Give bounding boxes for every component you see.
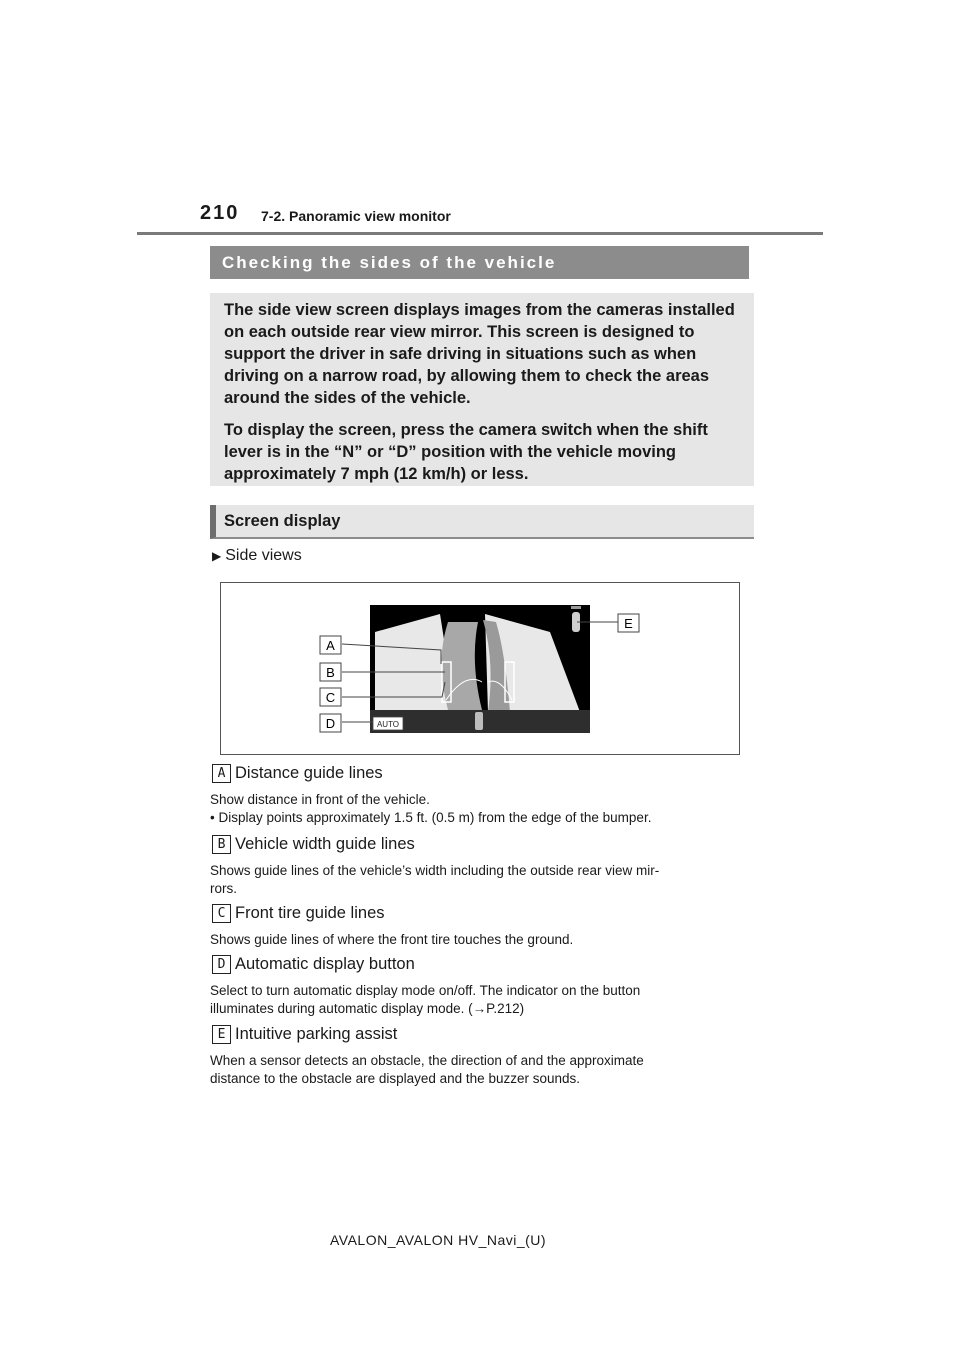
item-title-a: Distance guide lines xyxy=(235,764,383,782)
legend-item-a xyxy=(212,764,651,827)
callout-e xyxy=(618,614,639,632)
intro-paragraph-1: The side view screen displays images from the cameras installed on each outside rear view mirror. This screen is designed to support the driver in safe driving in situations such as when driving on a narrow road, by allowing them to check the areas around the sides of the vehicle. xyxy=(224,301,735,407)
item-desc-a-2: • Display points approximately 1.5 ft. (0.5 m) from the edge of the bumper. xyxy=(210,810,652,825)
intro-box xyxy=(210,293,754,486)
callout-label-a: A xyxy=(326,638,335,653)
parking-assist-sensor-icon xyxy=(571,606,581,609)
triangle-bullet-icon: ▶ xyxy=(212,549,222,563)
legend-item-b xyxy=(212,835,659,898)
letter-box-b: B xyxy=(212,835,231,854)
legend-item-e xyxy=(212,1025,644,1088)
item-desc-e-2: distance to the obstacle are displayed and the buzzer sounds. xyxy=(210,1071,580,1086)
callout-label-b: B xyxy=(326,665,335,680)
screen-display-header: Screen display xyxy=(210,505,754,539)
side-views-bullet xyxy=(212,547,302,565)
callout-c xyxy=(320,688,341,706)
item-desc-c-1: Shows guide lines of where the front tire touches the ground. xyxy=(210,932,574,947)
item-desc-b-2: rors. xyxy=(210,881,237,896)
footer-model: AVALON_AVALON HV_Navi_(U) xyxy=(330,1232,547,1248)
callout-label-c: C xyxy=(325,690,336,705)
item-title-c: Front tire guide lines xyxy=(235,904,385,922)
bullet-label: Side views xyxy=(225,547,302,564)
letter-box-c: C xyxy=(212,904,231,923)
auto-button-label: AUTO xyxy=(376,720,400,729)
item-desc-a-1: Show distance in front of the vehicle. xyxy=(210,792,430,807)
callout-a xyxy=(320,636,341,654)
item-title-e: Intuitive parking assist xyxy=(235,1025,398,1043)
legend-item-c xyxy=(212,904,573,949)
callout-d xyxy=(320,714,341,732)
header-rule xyxy=(137,232,823,235)
item-title-d: Automatic display button xyxy=(235,955,415,973)
item-desc-d-2: illuminates during automatic display mode. (→P.212) xyxy=(210,1001,525,1016)
callout-label-d: D xyxy=(325,716,336,731)
callout-label-e: E xyxy=(624,616,633,631)
letter-box-d: D xyxy=(212,955,231,974)
page-number: 210 xyxy=(200,202,240,224)
vehicle-marker-icon xyxy=(475,712,483,730)
legend-item-d xyxy=(212,955,640,1018)
item-desc-d-1: Select to turn automatic display mode on/off. The indicator on the button xyxy=(210,983,641,998)
callout-b xyxy=(320,663,341,681)
item-title-b: Vehicle width guide lines xyxy=(235,835,415,853)
item-desc-e-1: When a sensor detects an obstacle, the direction of and the approximate xyxy=(210,1053,644,1068)
intro-paragraph-2: To display the screen, press the camera switch when the shift lever is in the “N” or “D” position with the vehicle moving approximately 7 mph (12 km/h) or less. xyxy=(224,421,708,483)
letter-box-a: A xyxy=(212,764,231,783)
page-title: Checking the sides of the vehicle xyxy=(210,246,749,279)
side-view-figure xyxy=(220,582,740,755)
section-title: 7-2. Panoramic view monitor xyxy=(261,208,451,224)
letter-box-e: E xyxy=(212,1025,231,1044)
item-desc-b-1: Shows guide lines of the vehicle’s width including the outside rear view mir- xyxy=(210,863,660,878)
